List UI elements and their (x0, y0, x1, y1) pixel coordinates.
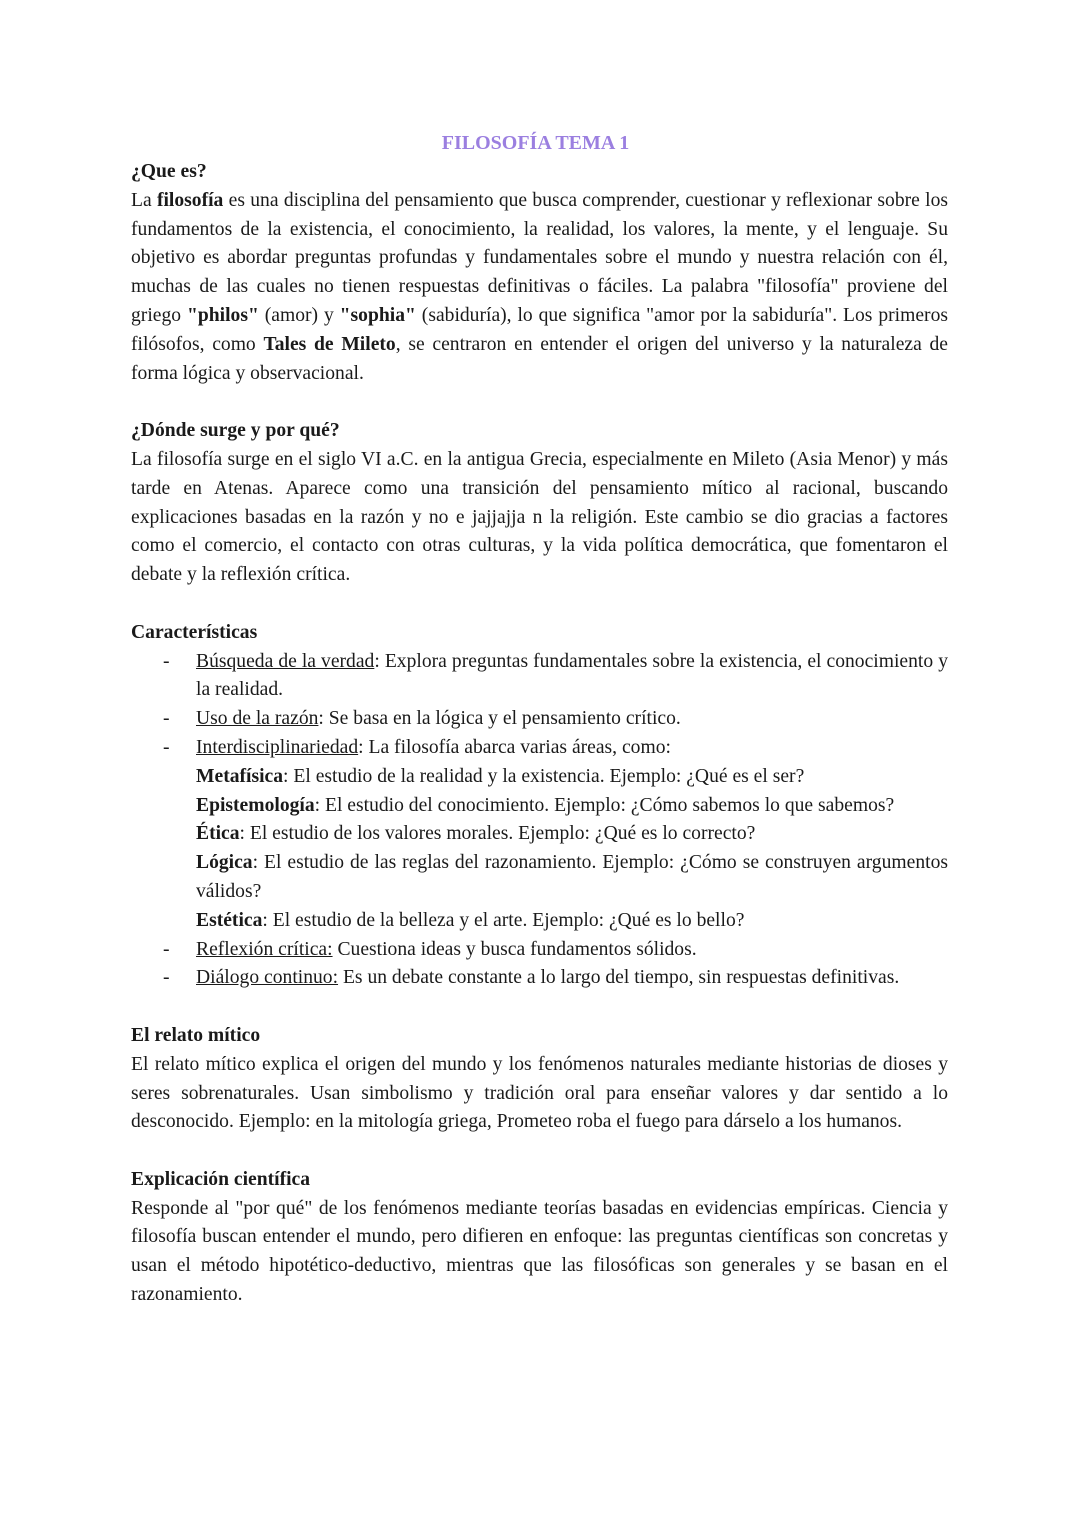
area-item: Ética: El estudio de los valores morales. Ejemplo: ¿Qué es lo correcto? (196, 823, 756, 845)
area-item: Epistemología: El estudio del conocimiento. Ejemplo: ¿Cómo sabemos lo que sabemos? (196, 794, 895, 816)
paragraph-relato-mitico: El relato mítico explica el origen del mundo y los fenómenos naturales mediante historias de dioses y seres sobrenaturales. Usan simbolismo y tradición oral para enseñar valores y dar sentido a lo desconocido. Ejemplo: en la mitología griega, Prometeo roba el fuego para dárselo a los humanos. (131, 1053, 948, 1133)
area-item: Estética: El estudio de la belleza y el arte. Ejemplo: ¿Qué es lo bello? (196, 909, 745, 931)
caracteristicas-list (131, 648, 948, 763)
document-title: FILOSOFÍA TEMA 1 (441, 132, 630, 154)
heading-que-es: ¿Que es? (131, 161, 207, 182)
list-item: - Búsqueda de la verdad: Explora preguntas fundamentales sobre la existencia, el conocimiento y la realidad. (131, 648, 948, 706)
paragraph-donde-surge: La filosofía surge en el siglo VI a.C. en la antigua Grecia, especialmente en Mileto (Asia Menor) y más tarde en Atenas. Aparece como una transición del pensamiento mítico al racional, buscando explicaciones basadas en la razón y no e jajjajja n la religión. Este cambio se dio gracias a factores como el comercio, el contacto con otras culturas, y la vida política democrática, que fomentaron el debate y la reflexión crítica. (131, 448, 948, 586)
list-item: - Diálogo continuo: Es un debate constante a lo largo del tiempo, sin respuestas definitivas. (131, 964, 948, 993)
paragraph-que-es: La filosofía es una disciplina del pensamiento que busca comprender, cuestionar y reflexionar sobre los fundamentos de la existencia, el conocimiento, la realidad, los valores, la mente, y el lenguaje. Su objetivo es abordar preguntas profundas y fundamentales sobre el mundo y nuestra relación con él, muchas de las cuales no tienen respuestas definitivas o fáciles. La palabra "filosofía" proviene del griego "philos" (amor) y "sophia" (sabiduría), lo que significa "amor por la sabiduría". Los primeros filósofos, como Tales de Mileto, se centraron en entender el origen del universo y la naturaleza de forma lógica y observacional. (131, 189, 949, 384)
list-item: - Interdisciplinariedad: La filosofía abarca varias áreas, como: (131, 734, 948, 763)
heading-explicacion-cientifica: Explicación científica (131, 1168, 311, 1190)
document-page (131, 128, 948, 1310)
heading-relato-mitico: El relato mítico (131, 1024, 261, 1046)
area-item: Metafísica: El estudio de la realidad y la existencia. Ejemplo: ¿Qué es el ser? (196, 765, 805, 787)
heading-caracteristicas: Características (131, 621, 258, 643)
area-item: Lógica: El estudio de las reglas del razonamiento. Ejemplo: ¿Cómo se construyen argumentos válidos? (196, 852, 948, 902)
caracteristicas-list-2 (131, 936, 948, 994)
paragraph-explicacion-cientifica: Responde al "por qué" de los fenómenos mediante teorías basadas en evidencias empíricas. Ciencia y filosofía buscan entender el mundo, pero difieren en enfoque: las preguntas científicas son concretas y usan el método hipotético-deductivo, mientras que las filosóficas son generales y se basan en el razonamiento. (131, 1197, 948, 1306)
heading-donde-surge: ¿Dónde surge y por qué? (131, 420, 340, 442)
list-item: - Reflexión crítica: Cuestiona ideas y busca fundamentos sólidos. (131, 936, 948, 965)
list-item: - Uso de la razón: Se basa en la lógica y el pensamiento crítico. (131, 705, 948, 734)
